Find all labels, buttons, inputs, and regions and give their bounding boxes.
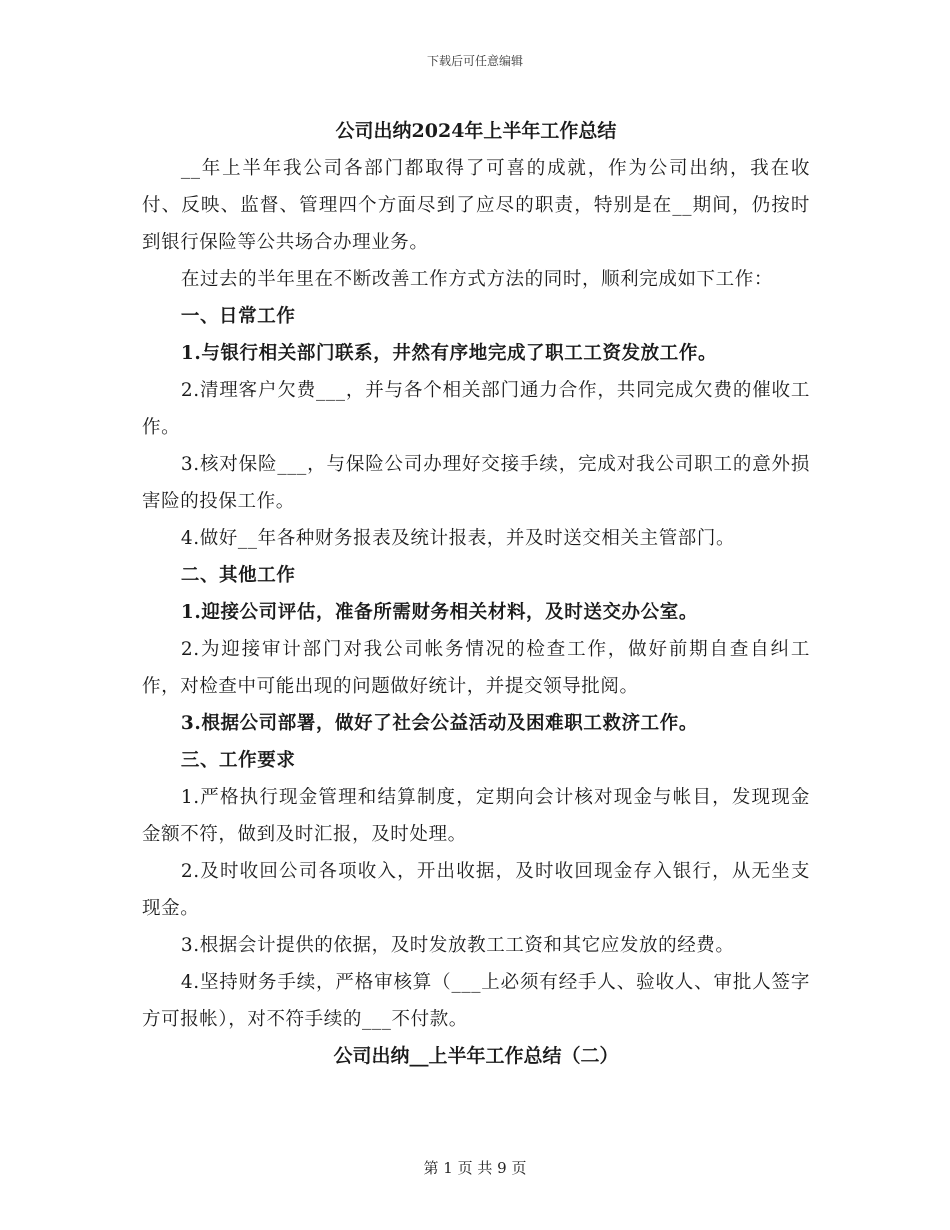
list-item: 3.根据会计提供的依据，及时发放教工工资和其它应发放的经费。 <box>180 935 735 956</box>
document-subtitle: 公司出纳__上半年工作总结（二） <box>333 1045 619 1067</box>
document-body <box>142 113 810 1075</box>
list-item: 4.做好__年各种财务报表及统计报表，并及时送交相关主管部门。 <box>180 528 736 549</box>
list-item: 1.严格执行现金管理和结算制度，定期向会计核对现金与帐目，发现现金金额不符，做到及时汇报，及时处理。 <box>142 787 810 845</box>
page-footer: 第 1 页 共 9 页 <box>423 1159 527 1177</box>
list-item: 2.清理客户欠费___，并与各个相关部门通力合作，共同完成欠费的催收工作。 <box>142 380 810 438</box>
list-item: 3.根据公司部署，做好了社会公益活动及困难职工救济工作。 <box>180 713 698 734</box>
list-item: 1.迎接公司评估，准备所需财务相关材料，及时送交办公室。 <box>180 602 698 623</box>
list-item: 1.与银行相关部门联系，井然有序地完成了职工工资发放工作。 <box>180 343 718 364</box>
paragraph-overview: 在过去的半年里在不断改善工作方式方法的同时，顺利完成如下工作： <box>180 269 773 290</box>
page-header: 下载后可任意编辑 <box>426 54 523 68</box>
paragraph-intro: __年上半年我公司各部门都取得了可喜的成就，作为公司出纳，我在收付、反映、监督、管理四个方面尽到了应尽的职责，特别是在__期间，仍按时到银行保险等公共场合办理业务。 <box>142 158 810 253</box>
list-item: 2.及时收回公司各项收入，开出收据，及时收回现金存入银行，从无坐支现金。 <box>142 861 810 919</box>
list-item: 2.为迎接审计部门对我公司帐务情况的检查工作，做好前期自查自纠工作，对检查中可能出现的问题做好统计，并提交领导批阅。 <box>142 639 810 697</box>
section-heading-requirements: 三、工作要求 <box>180 750 296 771</box>
section-heading-other-work: 二、其他工作 <box>180 565 296 586</box>
document-title: 公司出纳2024年上半年工作总结 <box>335 120 617 142</box>
section-heading-daily-work: 一、日常工作 <box>180 306 296 327</box>
list-item: 3.核对保险___，与保险公司办理好交接手续，完成对我公司职工的意外损害险的投保工作。 <box>142 454 810 512</box>
list-item: 4.坚持财务手续，严格审核算（___上必须有经手人、验收人、审批人签字方可报帐），对不符手续的___不付款。 <box>142 972 810 1030</box>
